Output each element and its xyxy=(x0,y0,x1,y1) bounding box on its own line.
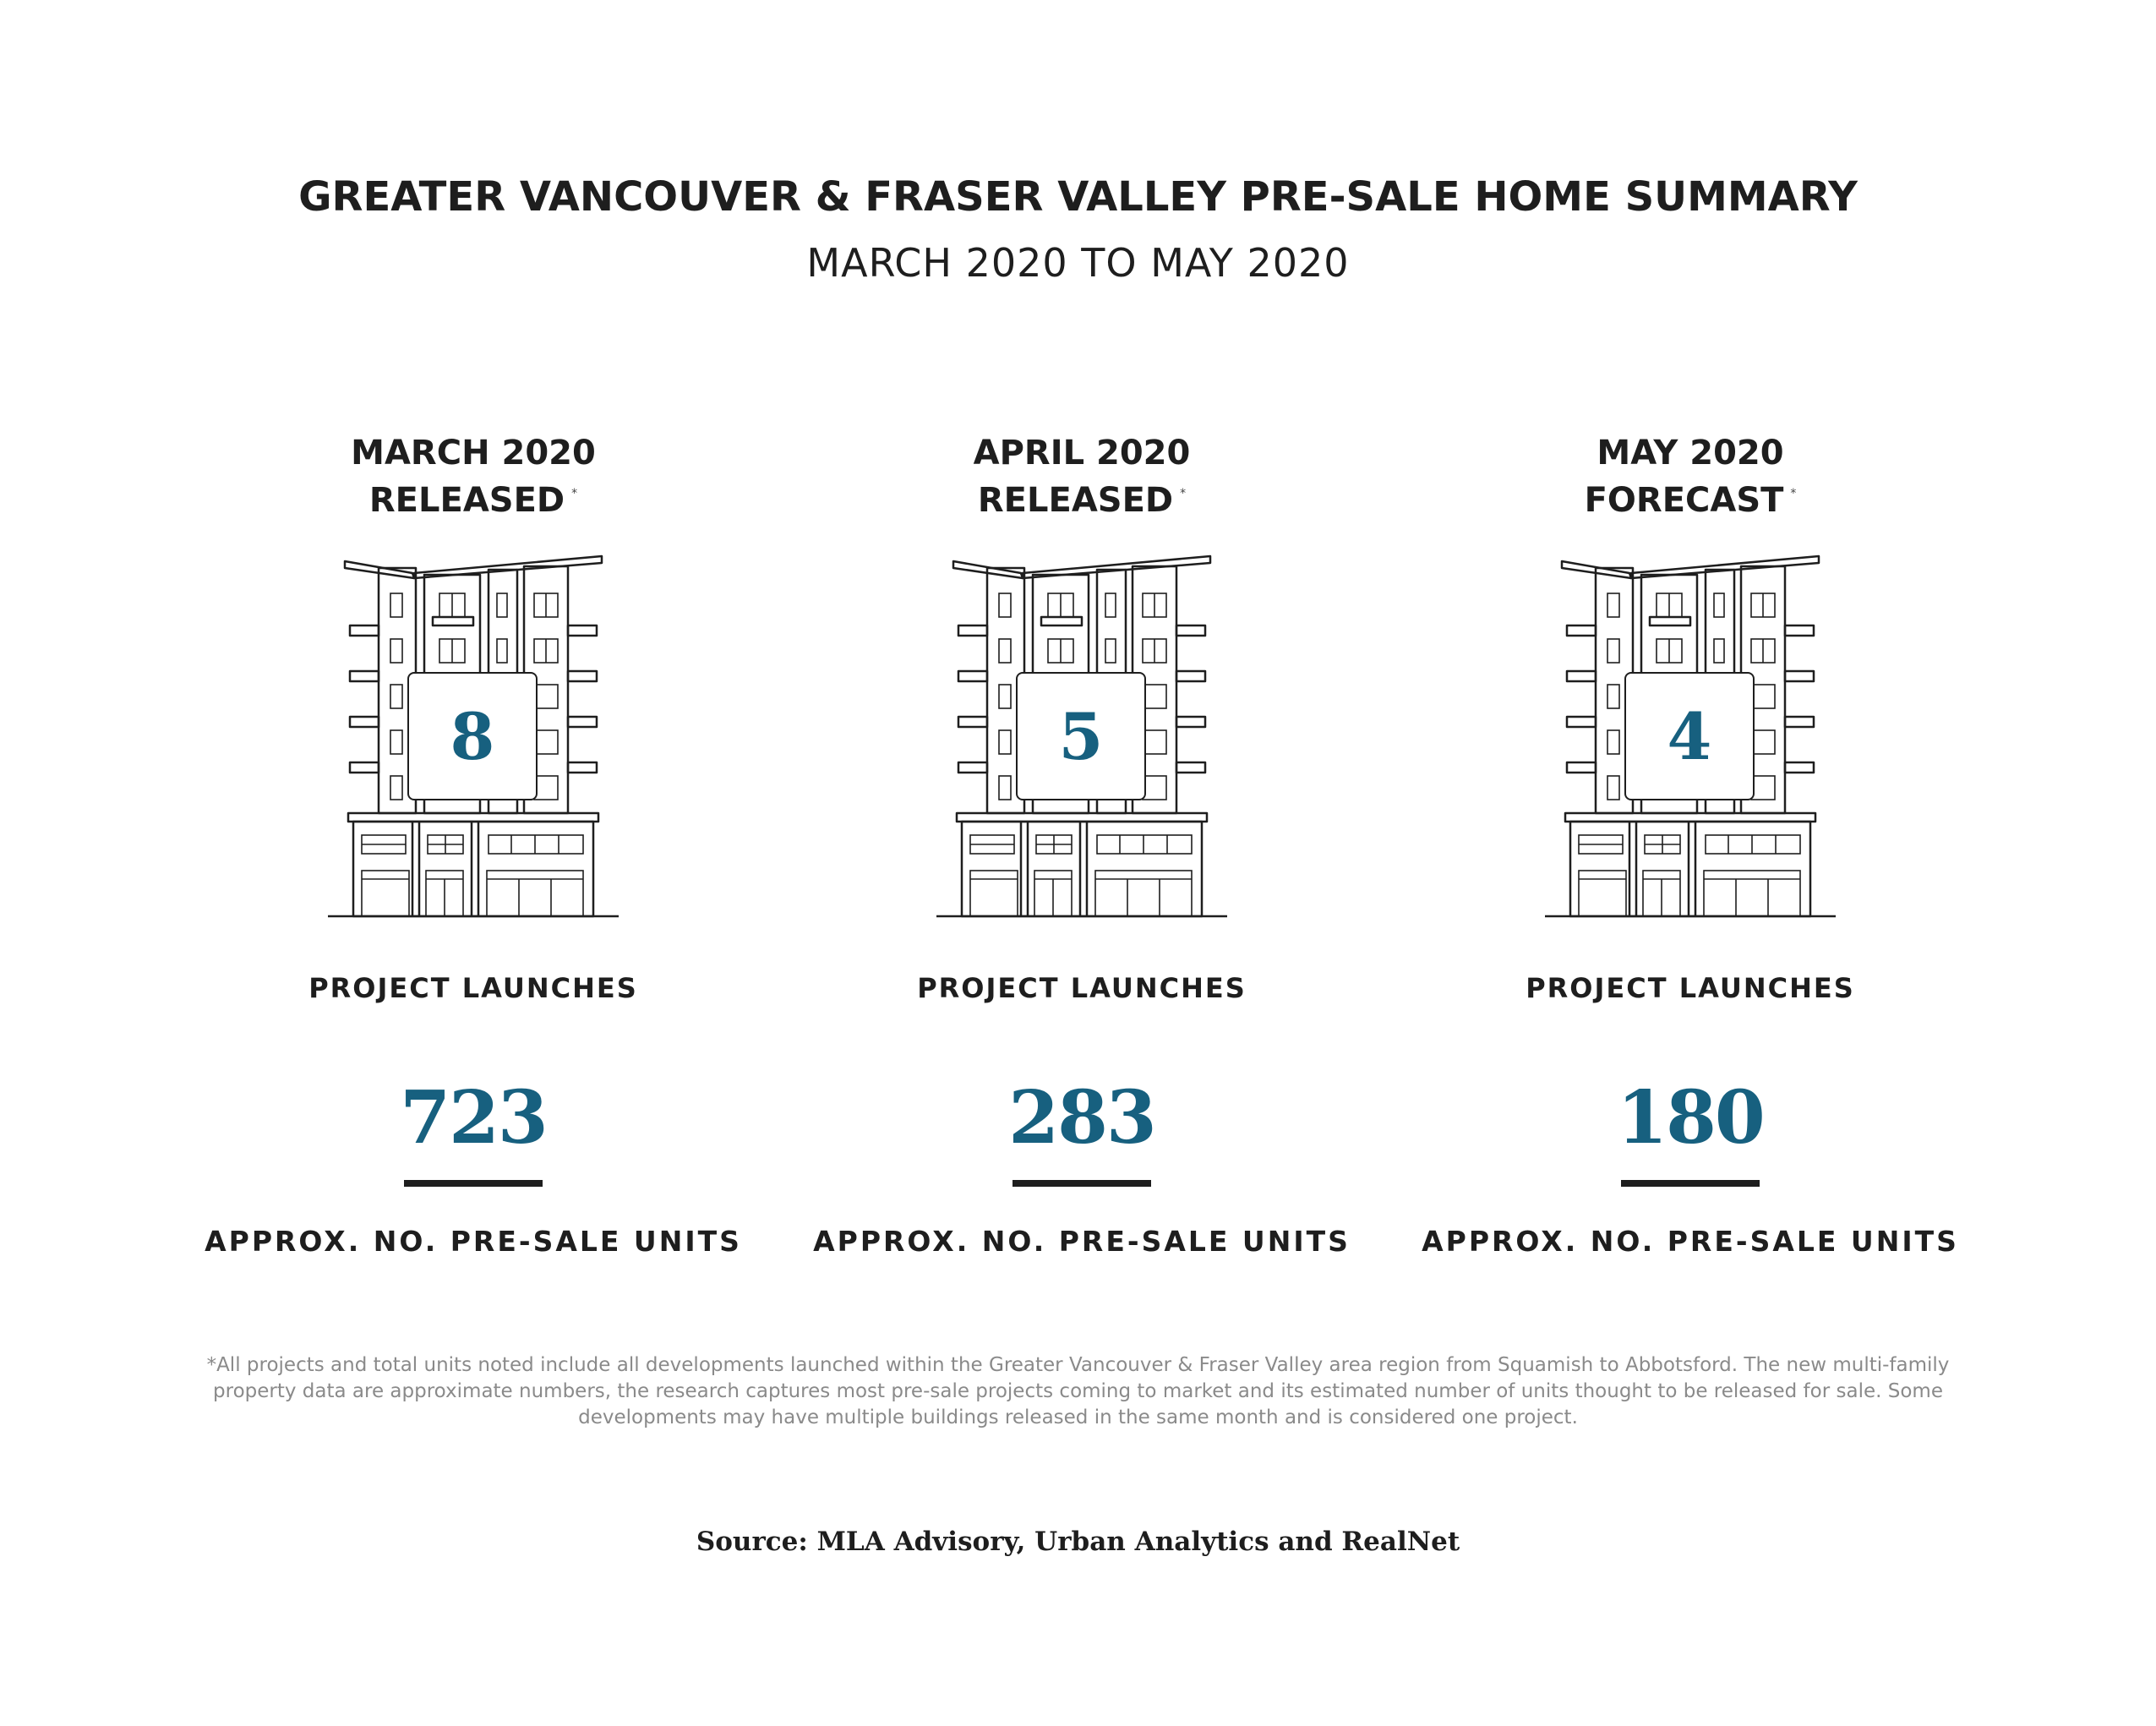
column-heading xyxy=(1369,429,2011,524)
footnote: *All projects and total units noted include all developments launched within the Greater Vancouver & Fraser Valley area region from Squamish to Abbotsford. The new multi-family property data are approximate numbers, the research captures most pre-sale projects coming to market and its estimated number of units thought to be released for sale. Some developments may have multiple buildings released in the same month and is considered one project. xyxy=(206,1354,1950,1428)
units-divider xyxy=(1013,1180,1151,1187)
units-divider xyxy=(404,1180,543,1187)
project-launches-count: 8 xyxy=(407,672,538,800)
project-launches-count: 5 xyxy=(1016,672,1146,800)
page-subtitle: MARCH 2020 TO MAY 2020 xyxy=(806,240,1350,286)
project-launches-label: PROJECT LAUNCHES xyxy=(1526,972,1855,1004)
column-april xyxy=(761,0,1403,1319)
units-label: APPROX. NO. PRE-SALE UNITS xyxy=(813,1225,1351,1258)
units-divider xyxy=(1621,1180,1760,1187)
project-launches-count: 4 xyxy=(1624,672,1755,800)
column-heading xyxy=(152,429,794,524)
column-march xyxy=(152,0,794,1319)
project-launches-label: PROJECT LAUNCHES xyxy=(917,972,1247,1004)
units-label: APPROX. NO. PRE-SALE UNITS xyxy=(1422,1225,1959,1258)
project-launches-label: PROJECT LAUNCHES xyxy=(308,972,638,1004)
units-label: APPROX. NO. PRE-SALE UNITS xyxy=(205,1225,742,1258)
column-status: RELEASED xyxy=(368,481,565,520)
column-heading xyxy=(761,429,1403,524)
column-month: MARCH 2020 xyxy=(351,434,596,472)
column-month: APRIL 2020 xyxy=(973,434,1191,472)
units-value: 180 xyxy=(1617,1075,1764,1161)
column-month: MAY 2020 xyxy=(1597,434,1784,472)
asterisk-mark: * xyxy=(1180,487,1187,500)
units-value: 723 xyxy=(400,1075,547,1161)
source-credit: Source: MLA Advisory, Urban Analytics and RealNet xyxy=(696,1527,1460,1557)
asterisk-mark: * xyxy=(1790,487,1797,500)
units-value: 283 xyxy=(1008,1075,1155,1161)
asterisk-mark: * xyxy=(571,487,578,500)
column-status: FORECAST xyxy=(1584,481,1784,520)
page-title: GREATER VANCOUVER & FRASER VALLEY PRE-SALE HOME SUMMARY xyxy=(298,173,1858,221)
column-status: RELEASED xyxy=(977,481,1174,520)
column-may xyxy=(1369,0,2011,1319)
